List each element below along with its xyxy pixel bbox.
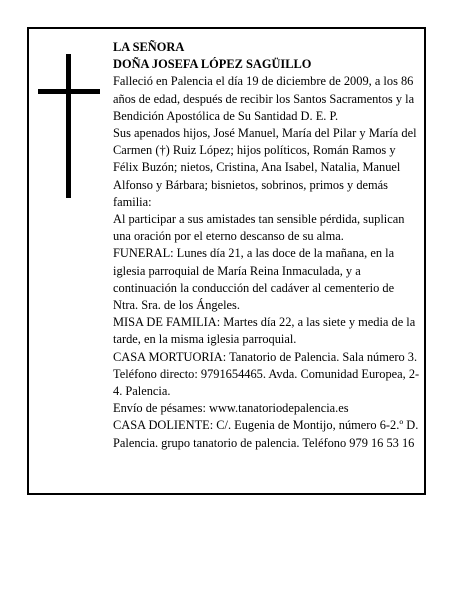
family-home-details: CASA DOLIENTE: C/. Eugenia de Montijo, número 6-2.º D. Palencia. grupo tanatorio de palencia. Teléfono 979 16 53 16 — [113, 418, 419, 450]
prayer-request: Al participar a sus amistades tan sensible pérdida, suplican una oración por el eterno descanso de su alma. — [113, 212, 405, 244]
condolences-website: Envío de pésames: www.tanatoriodepalencia.es — [113, 401, 349, 416]
obituary-text — [113, 39, 420, 452]
family-mass-details: MISA DE FAMILIA: Martes día 22, a las siete y media de la tarde, en la misma iglesia parroquial. — [113, 315, 416, 347]
funeral-details: FUNERAL: Lunes día 21, a las doce de la mañana, en la iglesia parroquial de María Reina Inmaculada, y a continuación la conducción del cadáver al cementerio de Ntra. Sra. de los Ángeles. — [113, 246, 395, 313]
deceased-honorific: LA SEÑORA — [113, 40, 185, 54]
deceased-name: DOÑA JOSEFA LÓPEZ SAGÜILLO — [113, 57, 312, 72]
mortuary-details: CASA MORTUORIA: Tanatorio de Palencia. Sala número 3. Teléfono directo: 9791654465. Avda. Comunidad Europea, 2-4. Palencia. — [113, 349, 420, 399]
latin-cross-icon — [38, 54, 100, 198]
family-list: Sus apenados hijos, José Manuel, María del Pilar y María del Carmen (†) Ruiz López; hijos políticos, Román Ramos y Félix Buzón; nietos, Cristina, Ana Isabel, Natalia, Manuel Alfonso y Bárbara; bisnietos, sobrinos, primos y demás familia: — [113, 126, 417, 209]
death-announcement: Falleció en Palencia el día 19 de diciembre de 2009, a los 86 años de edad, después de recibir los Santos Sacramentos y la Bendición Apostólica de Su Santidad D. E. P. — [113, 74, 415, 123]
